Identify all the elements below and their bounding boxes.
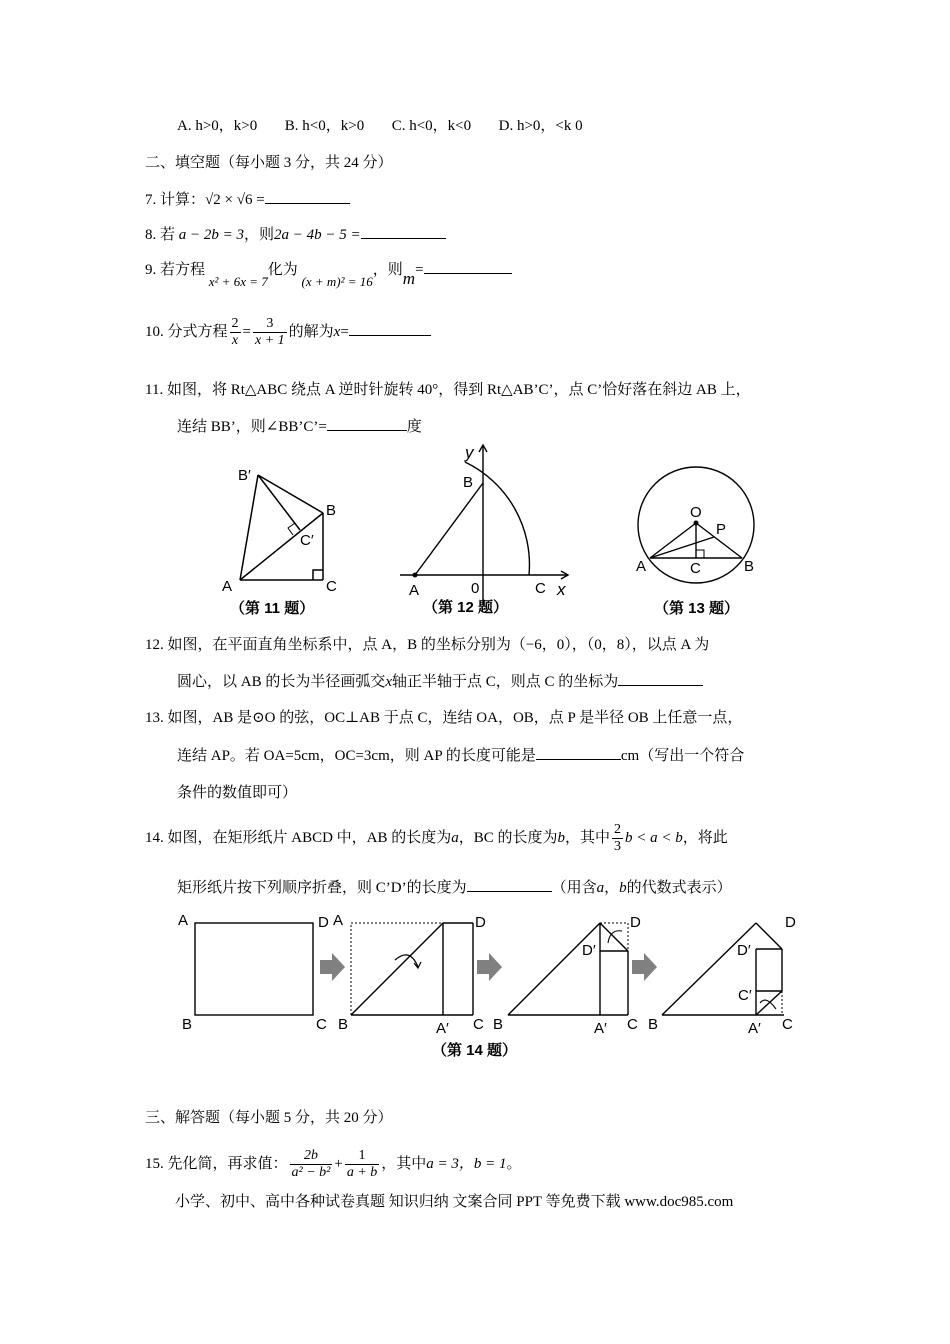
q9-prefix: 9. 若方程 <box>145 262 206 278</box>
q15-frac2-den: a + b <box>346 1165 378 1181</box>
question-15 <box>145 1142 522 1186</box>
q15-frac2-num: 1 <box>345 1148 379 1165</box>
fig14-p3-label-a-prime: A′ <box>594 1020 607 1037</box>
q6-options <box>177 116 583 136</box>
fig14-p2-fold-line <box>351 923 443 1015</box>
q7-answer-blank[interactable] <box>265 189 350 204</box>
q14-line2-pre: 矩形纸片按下列顺序折叠，则 C’D’的长度为 <box>177 880 467 896</box>
q8-answer-blank[interactable] <box>361 224 446 239</box>
fig11-segment-bb-prime <box>258 475 323 513</box>
q6-option-b: B. h<0，k>0 <box>284 118 365 134</box>
fig11-label-c-prime: C′ <box>300 532 314 549</box>
q14-var-a: a <box>451 830 459 846</box>
q13-line2 <box>177 745 744 766</box>
q9-answer-blank[interactable] <box>424 259 512 274</box>
q11-line1: 11. 如图，将 Rt△ABC 绕点 A 逆时针旋转 40°，得到 Rt△AB’C’，点 C’恰好落在斜边 AB 上， <box>145 382 751 398</box>
fig14-p2-label-c: C <box>473 1016 484 1033</box>
fig12-label-o: 0 <box>471 580 480 597</box>
fig14-p3-label-d-prime: D′ <box>582 942 596 959</box>
fig14-p4-label-d-prime: D′ <box>737 942 751 959</box>
fig14-p2-label-d: D <box>475 914 486 931</box>
section2-title: 二、填空题（每小题 3 分，共 24 分） <box>145 155 393 171</box>
question-10 <box>145 316 431 349</box>
fig14-p3-label-c: C <box>627 1016 638 1033</box>
fig11-segment-b-prime-c-prime <box>258 475 300 530</box>
fig11-label-c: C <box>326 578 337 595</box>
q12-line2 <box>177 671 703 692</box>
q7-prefix: 7. 计算： <box>145 192 206 208</box>
q10-equals: = <box>242 323 251 340</box>
q15-frac1-num: 2b <box>290 1148 333 1165</box>
q14-var-b: b <box>557 830 566 846</box>
q15-mid: ，其中 <box>381 1156 427 1172</box>
fig13-label-o: O <box>690 504 702 521</box>
question-7 <box>145 189 350 210</box>
fig14-p2-dotted-rect <box>351 923 473 1015</box>
fig14-p3-label-d: D <box>630 914 641 931</box>
q14-frac-den: 3 <box>614 839 622 855</box>
q8-condition: a − 2b = 3 <box>178 227 245 243</box>
q14-answer-blank[interactable] <box>467 877 552 892</box>
q10-frac2-den: x + 1 <box>254 333 285 348</box>
q10-frac1-den: x <box>231 333 239 348</box>
q15-condition: a = 3，b = 1 <box>426 1156 507 1172</box>
q6-option-a: A. h>0，k>0 <box>177 118 258 134</box>
fig14-caption: （第 14 题） <box>432 1042 518 1059</box>
fig13-label-a: A <box>636 558 647 575</box>
q6-option-d: D. h>0，<k 0 <box>498 118 583 134</box>
fig14-p4-label-b: B <box>648 1016 659 1033</box>
fig12-segment-ab <box>415 483 483 575</box>
fig11-label-a: A <box>222 578 233 595</box>
fig12-label-b: B <box>463 474 474 491</box>
q14-line1-pre: 14. 如图，在矩形纸片 ABCD 中，AB 的长度为 <box>145 830 452 846</box>
q14-line2-post: 的代数式表示） <box>626 880 732 896</box>
q13-line2-text: 连结 AP。若 OA=5cm，OC=3cm，则 AP 的长度可能是 <box>177 748 536 764</box>
q14-line1-mid2: ，其中 <box>565 830 611 846</box>
q13-line2-post: cm（写出一个符合 <box>620 748 745 764</box>
q15-prefix: 15. 先化简，再求值： <box>145 1156 288 1172</box>
q9-variable: m <box>402 269 416 288</box>
fig14-arrow-1 <box>320 953 345 981</box>
fig11-caption: （第 11 题） <box>230 600 315 617</box>
figure-12 <box>385 440 580 625</box>
fig13-center <box>694 521 699 526</box>
q7-expression: √2 × √6 = <box>205 192 265 208</box>
q14-inequality: b < a < b <box>625 830 683 846</box>
fig13-right-angle <box>696 550 704 558</box>
q9-tail: = <box>415 262 424 278</box>
q12-line2-mid: 轴正半轴于点 C，则点 C 的坐标为 <box>392 674 619 690</box>
fig12-caption: （第 12 题） <box>423 599 509 616</box>
question-8 <box>145 224 446 245</box>
q9-mid: 化为 <box>267 262 298 278</box>
fig14-p2-fold-arrow <box>395 955 418 967</box>
fig14-p3-label-b: B <box>493 1016 504 1033</box>
q15-frac1-den: a² − b² <box>291 1165 331 1181</box>
q15-end: 。 <box>506 1156 522 1172</box>
q14-line2-var-a: a <box>596 880 605 896</box>
q10-answer-blank[interactable] <box>349 321 431 336</box>
q13-answer-blank[interactable] <box>536 745 621 760</box>
q13-line1: 13. 如图，AB 是⊙O 的弦，OC⊥AB 于点 C，连结 OA，OB，点 P 是半径 OB 上任意一点， <box>145 710 743 726</box>
fig14-p4-label-c-prime: C′ <box>738 987 752 1004</box>
fig11-right-angle-c <box>313 570 323 580</box>
fig12-label-a: A <box>409 582 420 599</box>
q11-answer-blank[interactable] <box>327 416 407 431</box>
fig12-label-y: y <box>465 443 474 462</box>
fig12-label-x: x <box>557 580 566 599</box>
q10-prefix: 10. 分式方程 <box>145 323 228 340</box>
q14-line2-sep: ， <box>604 880 620 896</box>
q8-expression: 2a − 4b − 5 = <box>274 227 361 243</box>
fig14-arrow-3 <box>632 953 657 981</box>
fig14-p2-label-a-prime: A′ <box>436 1020 449 1037</box>
q6-option-c: C. h<0，k<0 <box>391 118 472 134</box>
q12-answer-blank[interactable] <box>618 671 703 686</box>
fig14-p2-label-b: B <box>338 1016 349 1033</box>
footer-text: 小学、初中、高中各种试卷真题 知识归纳 文案合同 PPT 等免费下载 www.doc985.com <box>175 1194 734 1210</box>
q10-frac2-num: 3 <box>253 316 287 333</box>
q11-line2 <box>177 416 422 437</box>
q15-plus: + <box>334 1156 343 1172</box>
q14-frac-num: 2 <box>614 822 622 838</box>
q12-line1: 12. 如图，在平面直角坐标系中，点 A，B 的坐标分别为（−6，0），（0，8），以点 A 为 <box>145 637 710 653</box>
fig11-label-b-prime: B′ <box>238 467 251 484</box>
fig14-p4-top-diagonal <box>756 923 782 949</box>
q10-frac1-num: 2 <box>231 316 239 331</box>
q14-line1-post: ，将此 <box>682 830 728 846</box>
fig11-segment-ab-prime <box>240 475 258 580</box>
q8-prefix: 8. 若 <box>145 227 176 243</box>
fig14-p4-bottom-diagonal <box>756 991 782 1015</box>
fig14-p2-label-a: A <box>333 912 344 929</box>
figure-11 <box>210 455 370 625</box>
fig12-point-a <box>413 573 418 578</box>
q10-tail: = <box>340 323 349 340</box>
q14-line1-mid: ，BC 的长度为 <box>458 830 558 846</box>
fig13-segment-oa <box>650 523 696 558</box>
fig14-p1-label-a: A <box>178 912 189 929</box>
q12-line2-var: x <box>385 674 393 690</box>
fig14-p1-label-d: D <box>318 914 329 931</box>
q14-line2-var-b: b <box>619 880 627 896</box>
q14-line1 <box>145 818 728 858</box>
fig14-p4-label-c: C <box>782 1016 793 1033</box>
fig13-label-p: P <box>716 521 727 538</box>
fig11-right-angle-c-prime <box>288 523 295 535</box>
fig14-p4-label-a-prime: A′ <box>748 1020 761 1037</box>
fig14-p1-label-b: B <box>182 1016 193 1033</box>
q9-equation-1: x² + 6x = 7 <box>208 274 268 289</box>
q9-equation-2: (x + m)² = 16 <box>301 274 373 289</box>
fig11-label-b: B <box>326 502 337 519</box>
figure-14 <box>170 905 820 1065</box>
fig12-label-c: C <box>535 580 546 597</box>
q10-mid: 的解为 <box>288 323 334 340</box>
fig14-p4-label-d: D <box>785 914 796 931</box>
fig14-p3-diagonal <box>600 923 628 951</box>
fig14-p1-label-c: C <box>316 1016 327 1033</box>
fig14-p3-hypotenuse <box>508 923 600 1015</box>
q10-variable: x <box>333 323 341 340</box>
q8-mid: ，则 <box>244 227 275 243</box>
section3-title: 三、解答题（每小题 5 分，共 20 分） <box>145 1110 393 1126</box>
fig14-p1-rectangle <box>195 923 313 1015</box>
fig14-arrow-2 <box>477 953 502 981</box>
fig13-label-c: C <box>690 560 701 577</box>
fig13-caption: （第 13 题） <box>654 600 740 617</box>
q12-line2-text: 圆心，以 AB 的长为半径画弧交 <box>177 674 386 690</box>
fig13-label-b: B <box>744 558 755 575</box>
q9-mid2: ，则 <box>372 262 403 278</box>
q14-line2-post-a: （用含 <box>551 880 597 896</box>
q14-line2 <box>177 877 732 898</box>
figure-13 <box>630 455 770 625</box>
fig12-arc <box>465 462 529 575</box>
q11-line2-text: 连结 BB’，则∠BB’C’= <box>177 419 327 435</box>
question-9 <box>145 259 512 289</box>
q11-line2-unit: 度 <box>406 419 422 435</box>
q13-line3: 条件的数值即可） <box>177 785 298 801</box>
